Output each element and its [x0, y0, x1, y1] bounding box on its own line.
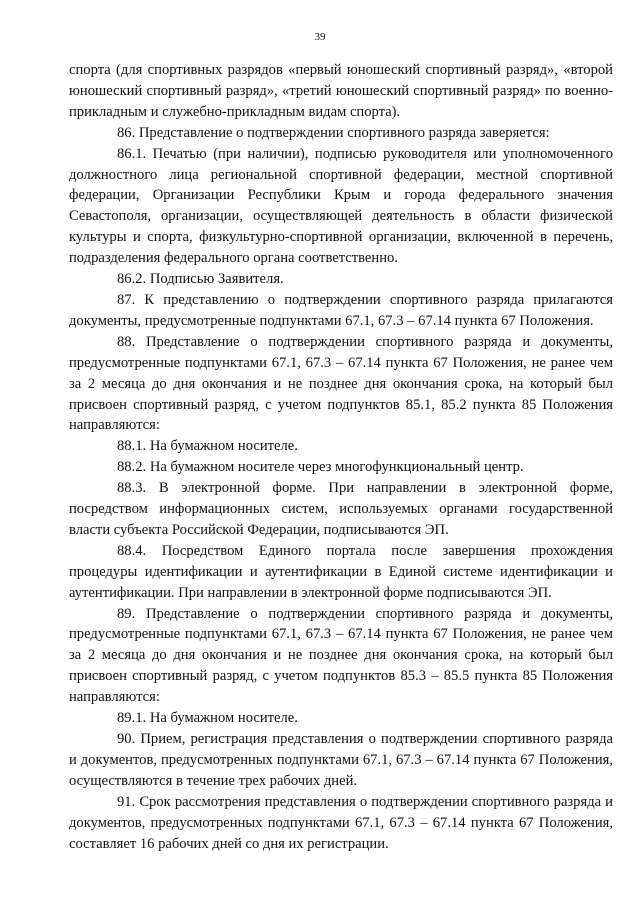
paragraph-88-1: 88.1. На бумажном носителе. — [117, 438, 298, 455]
paragraph-88: 88. Представление о подтверждении спортивного разряда и документы, предусмотренные подпунктами 67.1, 67.3 – 67.14 пункта 67 Положения, не ранее чем за 2 месяца до дня окончания и не позднее дня окончания срока, на который был присвоен спортивный разряд, с учетом подпунктов 85.1, 85.2 пункта 85 Положения направляются: — [69, 333, 613, 434]
paragraph-86-1: 86.1. Печатью (при наличии), подписью руководителя или уполномоченного должностного лица региональной спортивной федерации, местной спортивной федерации, Организации Республики Крым и города федерального значения Севастополя, организации, осуществляющей деятельность в области физической культуры и спорта, физкультурно-спортивной организации, включенной в перечень, подразделения федерального органа соответственно. — [69, 145, 613, 267]
paragraph-89: 89. Представление о подтверждении спортивного разряда и документы, предусмотренные подпунктами 67.1, 67.3 – 67.14 пункта 67 Положения, не ранее чем за 2 месяца до дня окончания и не позднее дня окончания срока, на который был присвоен спортивный разряд, с учетом подпунктов 85.3 – 85.5 пункта 85 Положения направляются: — [69, 605, 613, 706]
page-number: 39 — [314, 31, 326, 43]
paragraph-90: 90. Прием, регистрация представления о подтверждении спортивного разряда и документов, предусмотренных подпунктами 67.1, 67.3 – 67.14 пункта 67 Положения, осуществляются в течение трех рабочих дней. — [69, 731, 613, 789]
paragraph-91: 91. Срок рассмотрения представления о подтверждении спортивного разряда и документов, предусмотренных подпунктами 67.1, 67.3 – 67.14 пункта 67 Положения, составляет 16 рабочих дней со дня их регистрации. — [69, 793, 613, 852]
paragraph-continuation: спорта (для спортивных разрядов «первый юношеский спортивный разряд», «второй юношеский спортивный разряд», «третий юношеский спортивный разряд» по военно-прикладным и служебно-прикладным видам спорта). — [69, 62, 613, 120]
paragraph-89-1: 89.1. На бумажном носителе. — [117, 710, 298, 727]
paragraph-88-4: 88.4. Посредством Единого портала после завершения прохождения процедуры идентификации и аутентификации в Единой системе идентификации и аутентификации. При направлении в электронной форме подписываются ЭП. — [69, 542, 613, 601]
paragraph-88-3: 88.3. В электронной форме. При направлении в электронной форме, посредством информационных систем, используемых органами государственной власти субъекта Российской Федерации, подписываются ЭП. — [69, 480, 613, 538]
paragraph-88-2: 88.2. На бумажном носителе через многофункциональный центр. — [117, 459, 524, 476]
paragraph-86-2: 86.2. Подписью Заявителя. — [117, 271, 284, 288]
paragraph-87: 87. К представлению о подтверждении спортивного разряда прилагаются документы, предусмотренные подпунктами 67.1, 67.3 – 67.14 пункта 67 Положения. — [69, 291, 613, 329]
paragraph-86: 86. Представление о подтверждении спортивного разряда заверяется: — [117, 124, 550, 141]
document-body — [69, 60, 613, 854]
